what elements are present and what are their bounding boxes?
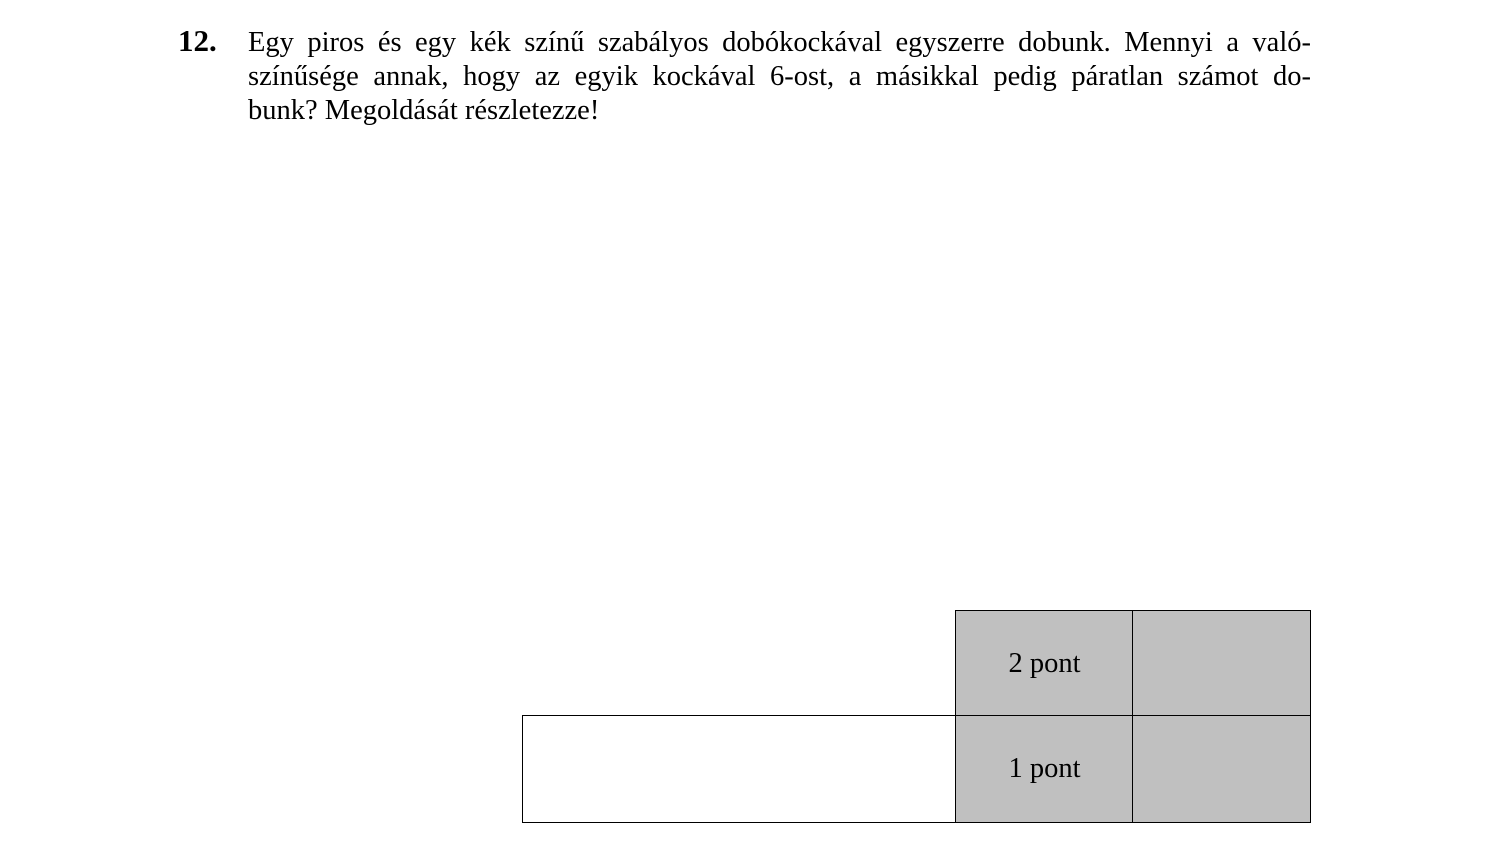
score-points-cell-row-1: [955, 610, 1134, 717]
score-earned-cell-row-1[interactable]: [1132, 610, 1311, 717]
score-earned-cell-row-2[interactable]: [1132, 715, 1311, 823]
answer-box[interactable]: [522, 715, 957, 823]
problem-line-2: színűsége annak, hogy az egyik kockával 6-ost, a másikkal pedig páratlan számot do-: [248, 61, 1311, 92]
score-points-label: 1 pont: [1008, 753, 1081, 784]
problem-number: 12.: [178, 23, 217, 58]
problem-text: [248, 26, 1311, 128]
score-points-cell-row-2: [955, 715, 1134, 823]
problem-line-1: Egy piros és egy kék színű szabályos dobókockával egyszerre dobunk. Mennyi a való-: [248, 27, 1311, 58]
score-points-label: 2 pont: [1008, 647, 1081, 679]
problem-line-3: bunk? Megoldását részletezze!: [248, 95, 600, 126]
